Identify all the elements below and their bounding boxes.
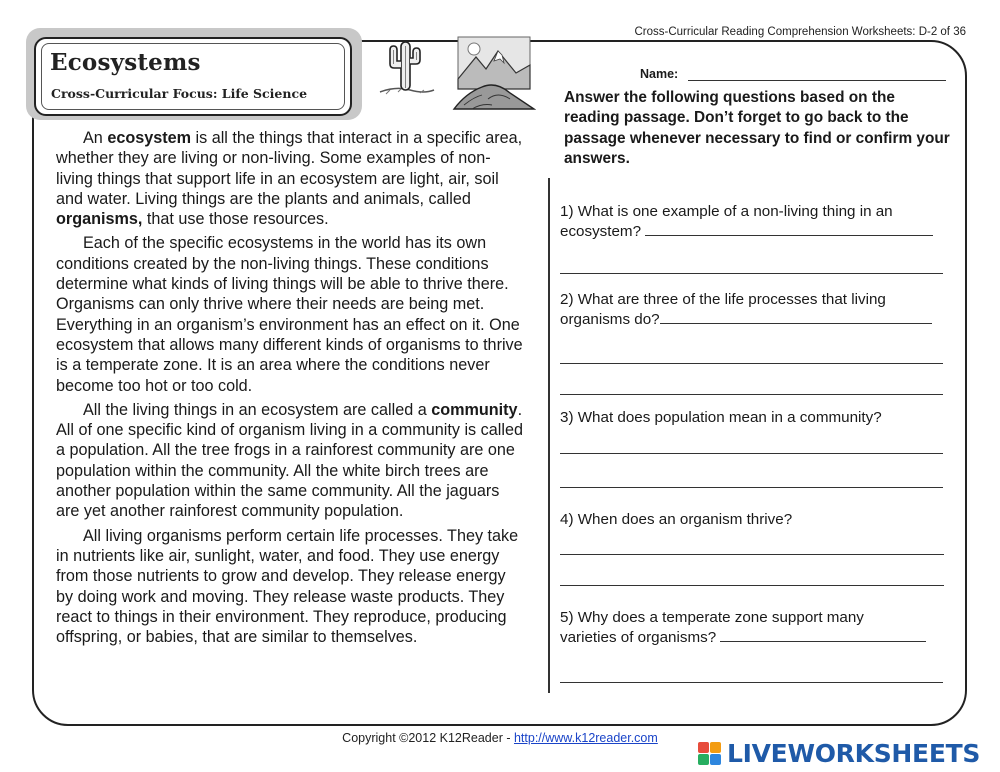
question-4 [560, 510, 944, 608]
passage-paragraph-3 [56, 400, 526, 522]
worksheet-subtitle: Cross-Curricular Focus: Life Science [51, 86, 308, 101]
question-1-line-1: 1) What is one example of a non-living thing in an [560, 203, 893, 220]
question-5-text [560, 608, 944, 648]
p3-text-c: . All of one specific kind of organism living in a community is called a population. All the tree frogs in a rainforest community are one population within the community. All the white birch trees are another population within the same community. All the jaguars are yet another rainforest community population. [56, 400, 523, 521]
answer-5-line[interactable] [560, 682, 943, 683]
answer-1-inline-line[interactable] [645, 223, 933, 236]
question-1 [560, 202, 944, 290]
copyright-text: Copyright ©2012 K12Reader - [342, 731, 514, 745]
instructions: Answer the following questions based on the reading passage. Don’t forget to go back to the passage whenever necessary to find or confirm your answers. [564, 89, 950, 167]
liveworksheets-text: LIVEWORKSHEETS [727, 739, 981, 768]
questions-list [560, 202, 944, 688]
title-box [34, 37, 352, 116]
name-row [640, 67, 946, 81]
answer-5-inline-line[interactable] [720, 629, 926, 642]
k12reader-link[interactable]: http://www.k12reader.com [513, 731, 658, 745]
question-2-line-1: 2) What are three of the life processes that living [560, 291, 886, 308]
answer-2-inline-line[interactable] [660, 311, 932, 324]
logo-square-2 [710, 742, 721, 753]
name-input-line[interactable] [688, 68, 946, 81]
answer-3-line-b[interactable] [560, 487, 943, 488]
question-2-line-2: organisms do? [560, 311, 660, 328]
liveworksheets-logo-icon [698, 742, 721, 765]
logo-square-4 [710, 754, 721, 765]
passage-paragraph-1 [56, 128, 526, 229]
p1-text-d: that use those resources. [142, 210, 329, 229]
question-4-text [560, 510, 944, 530]
column-divider [548, 178, 550, 693]
answer-4-line-a[interactable] [560, 554, 944, 555]
question-3-line-1: 3) What does population mean in a community? [560, 409, 882, 426]
passage-paragraph-4: All living organisms perform certain life processes. They take in nutrients like air, sunlight, water, and food. They use energy from those nutrients to grow and develop. They release energy by doing work and moving. They release waste products. They react to things in their environment. They reproduce, producing offspring, or babies, that are similar to themselves. [56, 526, 519, 647]
term-community: community [431, 400, 518, 419]
question-3-text [560, 408, 944, 428]
question-1-text [560, 202, 944, 242]
mountain-icon [452, 35, 536, 111]
logo-square-3 [698, 754, 709, 765]
logo-square-1 [698, 742, 709, 753]
p1-text-c: is all the things that interact in a specific area, whether they are living or non-living. Some examples of non-living things that support life in an ecosystem are light, air, soil and water. Living things are the plants and animals, called [56, 129, 523, 208]
p1-text-a: An [83, 129, 108, 147]
answer-2-line-a[interactable] [560, 363, 943, 364]
answer-1-line[interactable] [560, 273, 943, 274]
question-5-line-1: 5) Why does a temperate zone support many [560, 609, 864, 626]
question-2 [560, 290, 944, 408]
term-organisms: organisms, [56, 210, 143, 229]
reading-passage [56, 128, 526, 651]
question-5-line-2: varieties of organisms? [560, 629, 717, 646]
passage-paragraph-2: Each of the specific ecosystems in the world has its own conditions created by the non-living things. These conditions determine what kinds of living things will be able to thrive there. Organisms can only thrive where their needs are being met. Everything in an organism’s environment has an effect on it. One ecosystem that allows many different kinds of organisms to thrive is a temperate zone. It is an area where the conditions never become too hot or too cold. [56, 234, 523, 395]
answer-3-line-a[interactable] [560, 453, 943, 454]
question-3 [560, 408, 944, 510]
name-label: Name: [640, 67, 679, 81]
liveworksheets-watermark [698, 739, 980, 768]
question-1-line-2: ecosystem? [560, 223, 642, 240]
answer-4-line-b[interactable] [560, 585, 944, 586]
p3-text-a: All the living things in an ecosystem are called a [83, 400, 432, 419]
worksheet-reference: Cross-Curricular Reading Comprehension Worksheets: D-2 of 36 [634, 26, 966, 38]
term-ecosystem: ecosystem [107, 129, 192, 147]
question-2-text [560, 290, 944, 330]
worksheet-title: Ecosystems [50, 49, 201, 76]
cactus-icon [376, 34, 438, 98]
question-4-line-1: 4) When does an organism thrive? [560, 511, 793, 528]
answer-2-line-b[interactable] [560, 394, 943, 395]
question-5 [560, 608, 944, 688]
